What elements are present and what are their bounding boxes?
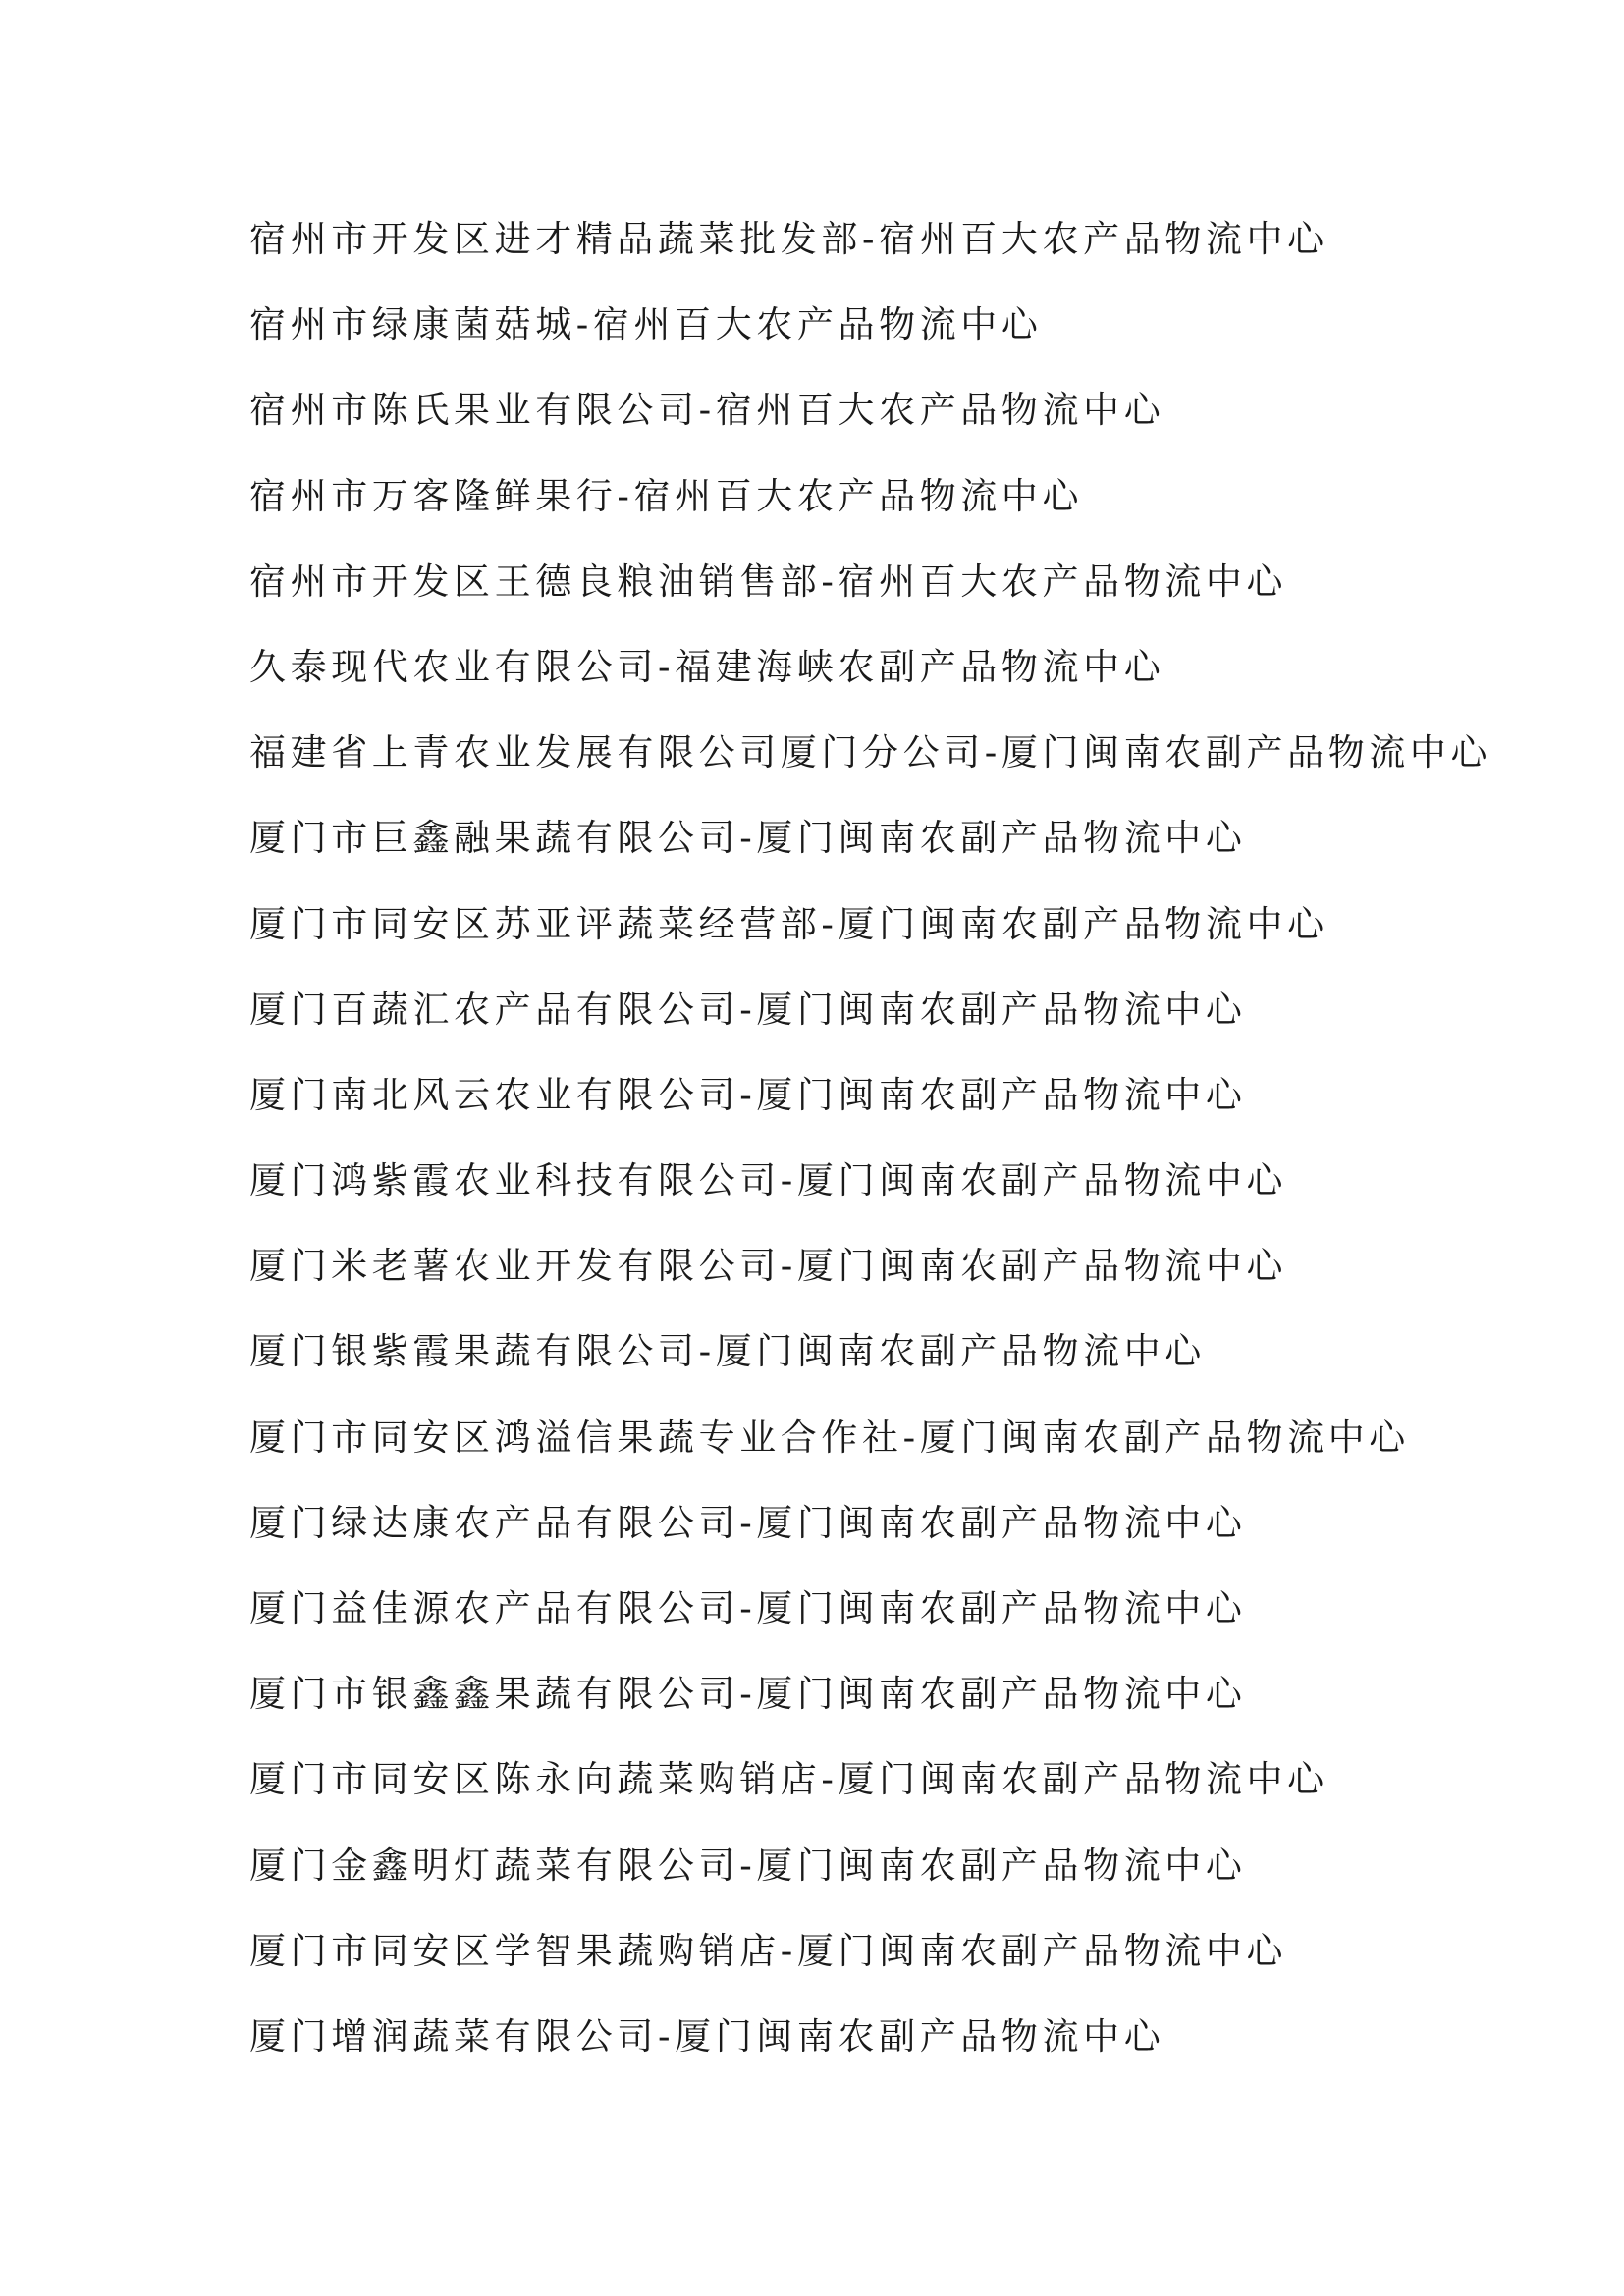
list-item: 宿州市陈氏果业有限公司-宿州百大农产品物流中心 <box>249 389 1165 432</box>
list-item: 福建省上青农业发展有限公司厦门分公司-厦门闽南农副产品物流中心 <box>249 731 1492 774</box>
list-item: 厦门金鑫明灯蔬菜有限公司-厦门闽南农副产品物流中心 <box>249 1843 1247 1887</box>
list-item: 宿州市绿康菌菇城-宿州百大农产品物流中心 <box>249 303 1043 347</box>
list-item: 厦门增润蔬菜有限公司-厦门闽南农副产品物流中心 <box>249 2014 1165 2057</box>
list-item: 久泰现代农业有限公司-福建海峡农副产品物流中心 <box>249 645 1165 688</box>
list-item: 厦门百蔬汇农产品有限公司-厦门闽南农副产品物流中心 <box>249 988 1247 1031</box>
list-item: 厦门市银鑫鑫果蔬有限公司-厦门闽南农副产品物流中心 <box>249 1673 1247 1716</box>
list-item: 厦门鸿紫霞农业科技有限公司-厦门闽南农副产品物流中心 <box>249 1159 1288 1202</box>
list-item: 厦门米老薯农业开发有限公司-厦门闽南农副产品物流中心 <box>249 1245 1288 1288</box>
list-item: 宿州市开发区王德良粮油销售部-宿州百大农产品物流中心 <box>249 560 1288 603</box>
list-item: 厦门市同安区学智果蔬购销店-厦门闽南农副产品物流中心 <box>249 1929 1288 1972</box>
list-item: 宿州市万客隆鲜果行-宿州百大农产品物流中心 <box>249 474 1084 517</box>
list-item: 厦门益佳源农产品有限公司-厦门闽南农副产品物流中心 <box>249 1587 1247 1629</box>
entry-list <box>249 210 1491 2093</box>
list-item: 厦门市同安区鸿溢信果蔬专业合作社-厦门闽南农副产品物流中心 <box>249 1415 1410 1459</box>
list-item: 厦门南北风云农业有限公司-厦门闽南农副产品物流中心 <box>249 1073 1247 1116</box>
list-item: 厦门绿达康农产品有限公司-厦门闽南农副产品物流中心 <box>249 1501 1247 1544</box>
list-item: 厦门市同安区陈永向蔬菜购销店-厦门闽南农副产品物流中心 <box>249 1758 1328 1801</box>
list-item: 宿州市开发区进才精品蔬菜批发部-宿州百大农产品物流中心 <box>249 218 1328 260</box>
list-item: 厦门市巨鑫融果蔬有限公司-厦门闽南农副产品物流中心 <box>249 817 1247 860</box>
list-item: 厦门银紫霞果蔬有限公司-厦门闽南农副产品物流中心 <box>249 1330 1206 1373</box>
list-item: 厦门市同安区苏亚评蔬菜经营部-厦门闽南农副产品物流中心 <box>249 902 1328 945</box>
